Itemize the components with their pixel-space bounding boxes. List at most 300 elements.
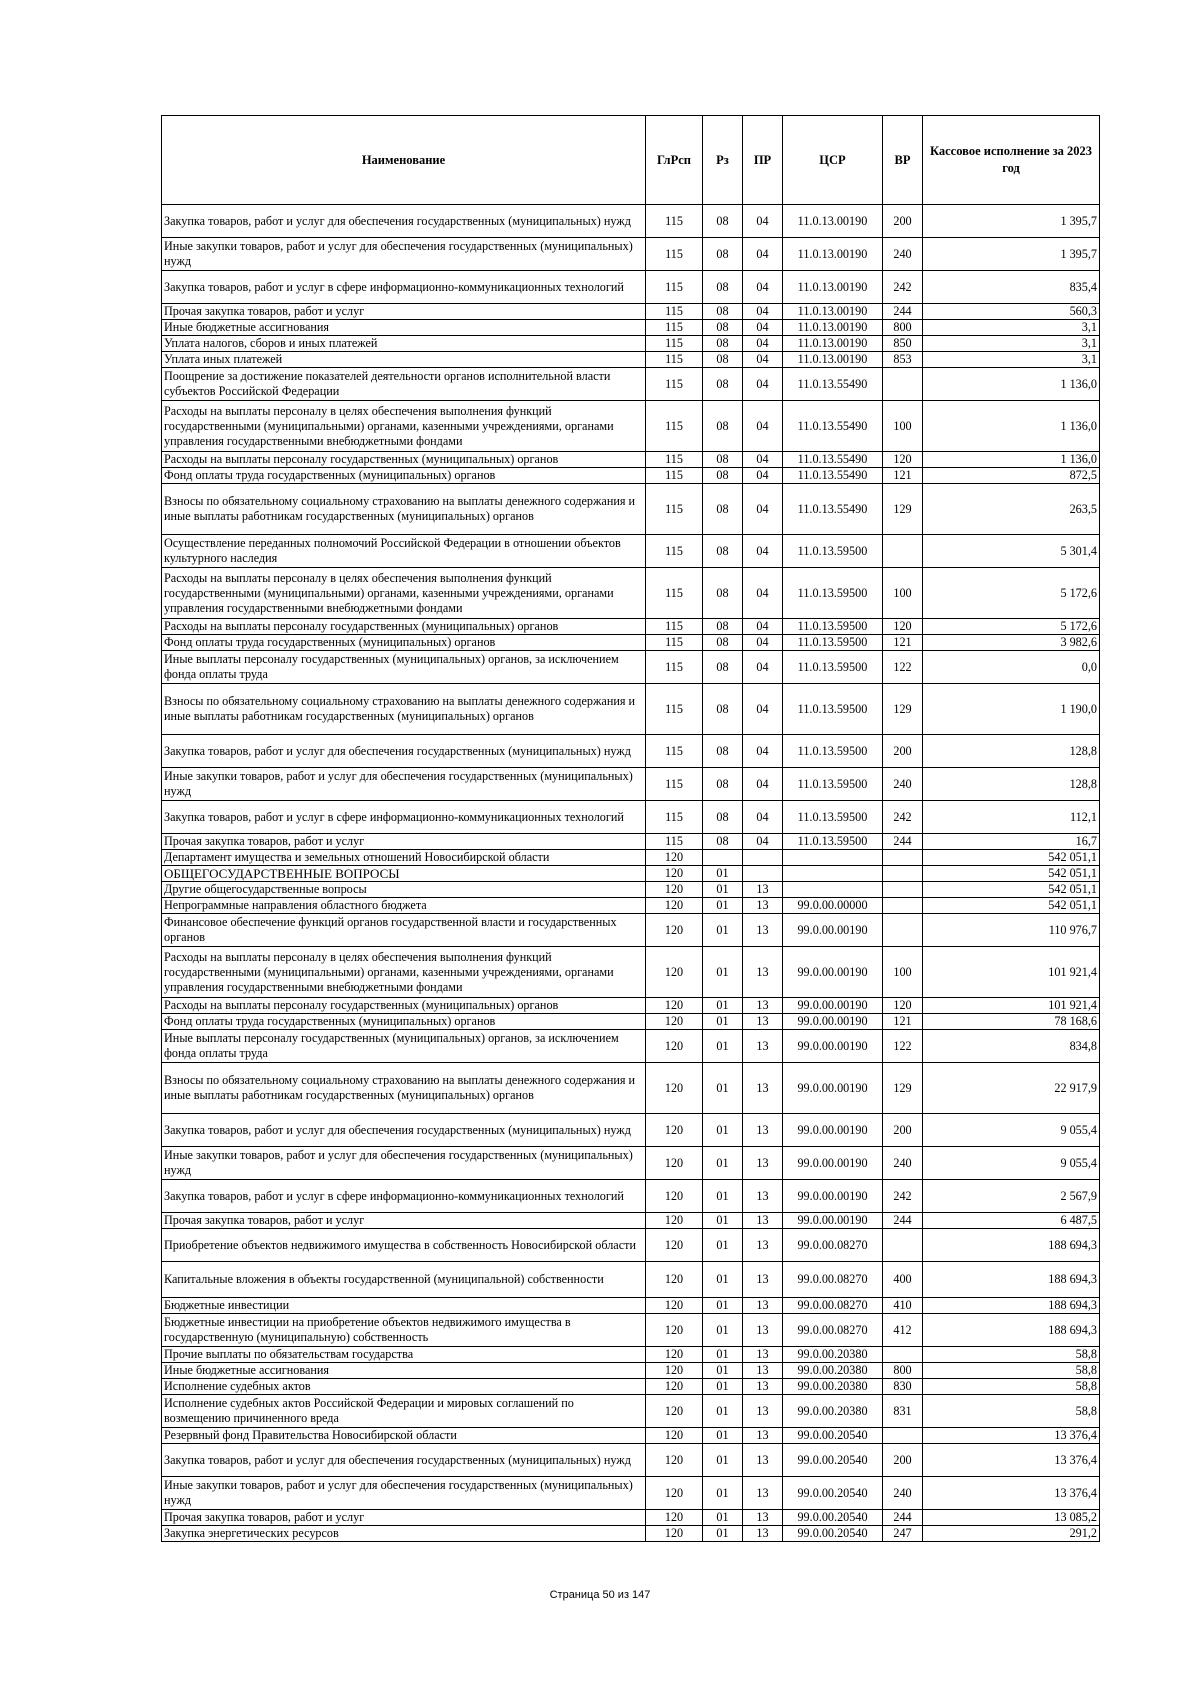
cell-amount: 3,1 bbox=[923, 336, 1100, 352]
cell-amount: 542 051,1 bbox=[923, 866, 1100, 882]
cell-pr: 13 bbox=[743, 1510, 783, 1526]
cell-rz: 01 bbox=[703, 866, 743, 882]
cell-name: Иные выплаты персоналу государственных (муниципальных) органов, за исключением фонда оплаты труда bbox=[162, 651, 646, 684]
cell-name: Бюджетные инвестиции на приобретение объектов недвижимого имущества в государственную (муниципальную) собственность bbox=[162, 1314, 646, 1347]
table-row bbox=[162, 1395, 1100, 1428]
cell-glrsp: 115 bbox=[646, 651, 703, 684]
cell-amount: 3,1 bbox=[923, 320, 1100, 336]
cell-glrsp: 120 bbox=[646, 1262, 703, 1298]
table-row bbox=[162, 1180, 1100, 1213]
cell-glrsp: 115 bbox=[646, 735, 703, 768]
cell-vr: 240 bbox=[883, 1147, 923, 1180]
cell-rz: 01 bbox=[703, 1347, 743, 1363]
cell-pr: 13 bbox=[743, 914, 783, 947]
cell-csr: 11.0.13.59500 bbox=[783, 735, 883, 768]
table-row bbox=[162, 1014, 1100, 1030]
cell-vr: 830 bbox=[883, 1379, 923, 1395]
cell-rz: 08 bbox=[703, 635, 743, 651]
cell-glrsp: 120 bbox=[646, 947, 703, 998]
cell-name: Иные бюджетные ассигнования bbox=[162, 1363, 646, 1379]
cell-vr: 120 bbox=[883, 452, 923, 468]
cell-amount: 9 055,4 bbox=[923, 1147, 1100, 1180]
cell-vr bbox=[883, 1229, 923, 1262]
cell-amount: 1 136,0 bbox=[923, 452, 1100, 468]
cell-amount: 5 172,6 bbox=[923, 619, 1100, 635]
table-row bbox=[162, 1477, 1100, 1510]
header-vr: ВР bbox=[883, 116, 923, 205]
cell-name: Расходы на выплаты персоналу в целях обеспечения выполнения функций государственными (муниципальными) органами, казенными учреждениями, органами управления государственными внебюджетными фондами bbox=[162, 947, 646, 998]
table-row bbox=[162, 1510, 1100, 1526]
header-glrsp: ГлРсп bbox=[646, 116, 703, 205]
cell-rz: 01 bbox=[703, 1014, 743, 1030]
cell-glrsp: 120 bbox=[646, 882, 703, 898]
cell-vr: 129 bbox=[883, 484, 923, 535]
cell-rz: 08 bbox=[703, 535, 743, 568]
cell-pr: 13 bbox=[743, 1347, 783, 1363]
cell-pr bbox=[743, 850, 783, 866]
cell-csr: 99.0.00.00190 bbox=[783, 1063, 883, 1114]
cell-csr: 11.0.13.59500 bbox=[783, 535, 883, 568]
cell-glrsp: 120 bbox=[646, 1147, 703, 1180]
cell-csr: 11.0.13.59500 bbox=[783, 834, 883, 850]
cell-csr: 11.0.13.55490 bbox=[783, 484, 883, 535]
cell-rz: 01 bbox=[703, 1314, 743, 1347]
cell-glrsp: 120 bbox=[646, 850, 703, 866]
cell-csr: 99.0.00.00190 bbox=[783, 914, 883, 947]
cell-name: Взносы по обязательному социальному страхованию на выплаты денежного содержания и иные выплаты работникам государственных (муниципальных) органов bbox=[162, 1063, 646, 1114]
cell-glrsp: 120 bbox=[646, 998, 703, 1014]
cell-csr: 11.0.13.59500 bbox=[783, 768, 883, 801]
cell-rz: 01 bbox=[703, 1526, 743, 1542]
cell-glrsp: 115 bbox=[646, 401, 703, 452]
table-row bbox=[162, 684, 1100, 735]
cell-amount: 6 487,5 bbox=[923, 1213, 1100, 1229]
cell-glrsp: 120 bbox=[646, 1379, 703, 1395]
cell-pr: 13 bbox=[743, 1114, 783, 1147]
cell-glrsp: 120 bbox=[646, 1347, 703, 1363]
cell-glrsp: 120 bbox=[646, 1526, 703, 1542]
cell-name: Иные закупки товаров, работ и услуг для обеспечения государственных (муниципальных) нужд bbox=[162, 1477, 646, 1510]
cell-glrsp: 115 bbox=[646, 484, 703, 535]
cell-vr: 129 bbox=[883, 684, 923, 735]
cell-rz: 08 bbox=[703, 568, 743, 619]
cell-name: Фонд оплаты труда государственных (муниципальных) органов bbox=[162, 635, 646, 651]
cell-name: Прочая закупка товаров, работ и услуг bbox=[162, 834, 646, 850]
cell-rz: 08 bbox=[703, 452, 743, 468]
cell-amount: 13 376,4 bbox=[923, 1477, 1100, 1510]
cell-rz: 01 bbox=[703, 1477, 743, 1510]
cell-name: Иные закупки товаров, работ и услуг для обеспечения государственных (муниципальных) нужд bbox=[162, 1147, 646, 1180]
cell-glrsp: 120 bbox=[646, 1114, 703, 1147]
cell-amount: 188 694,3 bbox=[923, 1229, 1100, 1262]
cell-vr: 129 bbox=[883, 1063, 923, 1114]
table-row bbox=[162, 801, 1100, 834]
cell-amount: 1 190,0 bbox=[923, 684, 1100, 735]
cell-glrsp: 115 bbox=[646, 352, 703, 368]
cell-rz: 08 bbox=[703, 336, 743, 352]
cell-name: Резервный фонд Правительства Новосибирской области bbox=[162, 1428, 646, 1444]
cell-csr: 11.0.13.00190 bbox=[783, 320, 883, 336]
cell-pr: 13 bbox=[743, 882, 783, 898]
cell-pr: 13 bbox=[743, 1147, 783, 1180]
header-csr: ЦСР bbox=[783, 116, 883, 205]
cell-csr: 99.0.00.00190 bbox=[783, 1030, 883, 1063]
header-pr: ПР bbox=[743, 116, 783, 205]
cell-name: Исполнение судебных актов Российской Федерации и мировых соглашений по возмещению причиненного вреда bbox=[162, 1395, 646, 1428]
cell-amount: 13 376,4 bbox=[923, 1444, 1100, 1477]
cell-vr: 244 bbox=[883, 1510, 923, 1526]
cell-amount: 3 982,6 bbox=[923, 635, 1100, 651]
cell-pr: 04 bbox=[743, 304, 783, 320]
cell-amount: 5 172,6 bbox=[923, 568, 1100, 619]
cell-glrsp: 115 bbox=[646, 568, 703, 619]
cell-pr: 04 bbox=[743, 535, 783, 568]
cell-name: Закупка товаров, работ и услуг для обеспечения государственных (муниципальных) нужд bbox=[162, 1114, 646, 1147]
header-name: Наименование bbox=[162, 116, 646, 205]
cell-pr: 04 bbox=[743, 735, 783, 768]
cell-rz: 01 bbox=[703, 1213, 743, 1229]
table-row bbox=[162, 368, 1100, 401]
table-row bbox=[162, 768, 1100, 801]
cell-name: Расходы на выплаты персоналу государственных (муниципальных) органов bbox=[162, 619, 646, 635]
cell-rz: 08 bbox=[703, 271, 743, 304]
cell-pr: 04 bbox=[743, 568, 783, 619]
table-row bbox=[162, 1314, 1100, 1347]
cell-glrsp: 120 bbox=[646, 1314, 703, 1347]
cell-pr: 04 bbox=[743, 205, 783, 238]
cell-pr: 04 bbox=[743, 368, 783, 401]
table-row bbox=[162, 1229, 1100, 1262]
cell-pr: 13 bbox=[743, 1180, 783, 1213]
header-rz: Рз bbox=[703, 116, 743, 205]
cell-glrsp: 115 bbox=[646, 619, 703, 635]
cell-amount: 188 694,3 bbox=[923, 1262, 1100, 1298]
cell-name: Взносы по обязательному социальному страхованию на выплаты денежного содержания и иные выплаты работникам государственных (муниципальных) органов bbox=[162, 484, 646, 535]
cell-amount: 22 917,9 bbox=[923, 1063, 1100, 1114]
cell-vr: 200 bbox=[883, 735, 923, 768]
cell-glrsp: 115 bbox=[646, 320, 703, 336]
table-row bbox=[162, 850, 1100, 866]
cell-csr: 11.0.13.59500 bbox=[783, 651, 883, 684]
table-row bbox=[162, 452, 1100, 468]
cell-pr: 13 bbox=[743, 1314, 783, 1347]
cell-amount: 0,0 bbox=[923, 651, 1100, 684]
cell-pr: 04 bbox=[743, 684, 783, 735]
cell-amount: 542 051,1 bbox=[923, 882, 1100, 898]
cell-pr: 13 bbox=[743, 1526, 783, 1542]
cell-amount: 1 395,7 bbox=[923, 205, 1100, 238]
cell-rz: 08 bbox=[703, 484, 743, 535]
cell-rz: 01 bbox=[703, 1229, 743, 1262]
table-row bbox=[162, 1526, 1100, 1542]
cell-rz: 01 bbox=[703, 914, 743, 947]
table-row bbox=[162, 205, 1100, 238]
cell-name: Другие общегосударственные вопросы bbox=[162, 882, 646, 898]
cell-amount: 58,8 bbox=[923, 1347, 1100, 1363]
cell-glrsp: 115 bbox=[646, 834, 703, 850]
cell-csr: 99.0.00.08270 bbox=[783, 1314, 883, 1347]
cell-csr: 11.0.13.59500 bbox=[783, 684, 883, 735]
cell-pr: 13 bbox=[743, 1014, 783, 1030]
cell-vr: 120 bbox=[883, 998, 923, 1014]
cell-pr: 04 bbox=[743, 801, 783, 834]
cell-pr: 13 bbox=[743, 1477, 783, 1510]
cell-vr bbox=[883, 368, 923, 401]
cell-csr: 11.0.13.00190 bbox=[783, 271, 883, 304]
cell-name: Закупка товаров, работ и услуг в сфере информационно-коммуникационных технологий bbox=[162, 801, 646, 834]
cell-name: Исполнение судебных актов bbox=[162, 1379, 646, 1395]
table-row bbox=[162, 535, 1100, 568]
cell-vr: 121 bbox=[883, 635, 923, 651]
cell-pr: 04 bbox=[743, 320, 783, 336]
cell-glrsp: 120 bbox=[646, 1063, 703, 1114]
cell-pr: 04 bbox=[743, 468, 783, 484]
table-row bbox=[162, 998, 1100, 1014]
table-row bbox=[162, 1114, 1100, 1147]
cell-name: Прочая закупка товаров, работ и услуг bbox=[162, 304, 646, 320]
cell-name: Закупка товаров, работ и услуг в сфере информационно-коммуникационных технологий bbox=[162, 1180, 646, 1213]
cell-pr: 04 bbox=[743, 768, 783, 801]
cell-vr: 200 bbox=[883, 1444, 923, 1477]
cell-csr: 99.0.00.00190 bbox=[783, 1014, 883, 1030]
table-row bbox=[162, 304, 1100, 320]
cell-amount: 1 136,0 bbox=[923, 401, 1100, 452]
cell-amount: 542 051,1 bbox=[923, 898, 1100, 914]
table-row bbox=[162, 1063, 1100, 1114]
cell-csr: 99.0.00.00190 bbox=[783, 998, 883, 1014]
cell-vr: 242 bbox=[883, 271, 923, 304]
cell-vr: 121 bbox=[883, 468, 923, 484]
cell-rz: 01 bbox=[703, 1147, 743, 1180]
table-row bbox=[162, 1030, 1100, 1063]
table-row bbox=[162, 651, 1100, 684]
cell-vr bbox=[883, 898, 923, 914]
cell-vr: 242 bbox=[883, 1180, 923, 1213]
table-row bbox=[162, 1298, 1100, 1314]
cell-csr: 11.0.13.00190 bbox=[783, 304, 883, 320]
cell-pr: 13 bbox=[743, 947, 783, 998]
cell-rz: 08 bbox=[703, 468, 743, 484]
table-row bbox=[162, 1379, 1100, 1395]
cell-rz: 01 bbox=[703, 1030, 743, 1063]
table-row bbox=[162, 1147, 1100, 1180]
cell-vr: 853 bbox=[883, 352, 923, 368]
cell-amount: 13 085,2 bbox=[923, 1510, 1100, 1526]
cell-amount: 112,1 bbox=[923, 801, 1100, 834]
cell-name: Фонд оплаты труда государственных (муниципальных) органов bbox=[162, 468, 646, 484]
table-row bbox=[162, 568, 1100, 619]
cell-vr: 247 bbox=[883, 1526, 923, 1542]
cell-csr bbox=[783, 850, 883, 866]
table-row bbox=[162, 882, 1100, 898]
cell-csr: 11.0.13.55490 bbox=[783, 452, 883, 468]
cell-pr: 13 bbox=[743, 1262, 783, 1298]
cell-csr: 99.0.00.00190 bbox=[783, 1213, 883, 1229]
cell-amount: 872,5 bbox=[923, 468, 1100, 484]
cell-glrsp: 115 bbox=[646, 271, 703, 304]
cell-csr: 99.0.00.20380 bbox=[783, 1347, 883, 1363]
cell-amount: 1 136,0 bbox=[923, 368, 1100, 401]
page-footer: Страница 50 из 147 bbox=[549, 1589, 651, 1601]
cell-rz: 08 bbox=[703, 352, 743, 368]
cell-name: Закупка товаров, работ и услуг для обеспечения государственных (муниципальных) нужд bbox=[162, 735, 646, 768]
cell-rz: 01 bbox=[703, 1063, 743, 1114]
cell-amount: 78 168,6 bbox=[923, 1014, 1100, 1030]
table-row bbox=[162, 635, 1100, 651]
budget-table-container bbox=[161, 115, 1099, 1542]
cell-name: Расходы на выплаты персоналу в целях обеспечения выполнения функций государственными (муниципальными) органами, казенными учреждениями, органами управления государственными внебюджетными фондами bbox=[162, 568, 646, 619]
cell-glrsp: 115 bbox=[646, 768, 703, 801]
cell-glrsp: 120 bbox=[646, 914, 703, 947]
cell-name: Бюджетные инвестиции bbox=[162, 1298, 646, 1314]
cell-rz: 08 bbox=[703, 735, 743, 768]
cell-name: Департамент имущества и земельных отношений Новосибирской области bbox=[162, 850, 646, 866]
cell-rz bbox=[703, 850, 743, 866]
cell-csr: 99.0.00.20540 bbox=[783, 1526, 883, 1542]
cell-vr: 410 bbox=[883, 1298, 923, 1314]
header-amount: Кассовое исполнение за 2023 год bbox=[923, 116, 1100, 205]
budget-execution-table bbox=[161, 115, 1100, 1542]
cell-rz: 01 bbox=[703, 1395, 743, 1428]
cell-csr: 99.0.00.20540 bbox=[783, 1428, 883, 1444]
cell-amount: 834,8 bbox=[923, 1030, 1100, 1063]
cell-glrsp: 120 bbox=[646, 1444, 703, 1477]
cell-vr bbox=[883, 1347, 923, 1363]
cell-name: Иные закупки товаров, работ и услуг для обеспечения государственных (муниципальных) нужд bbox=[162, 768, 646, 801]
cell-glrsp: 120 bbox=[646, 1213, 703, 1229]
cell-pr: 13 bbox=[743, 1444, 783, 1477]
cell-rz: 08 bbox=[703, 401, 743, 452]
cell-vr: 240 bbox=[883, 1477, 923, 1510]
cell-name: Иные выплаты персоналу государственных (муниципальных) органов, за исключением фонда оплаты труда bbox=[162, 1030, 646, 1063]
cell-pr: 04 bbox=[743, 238, 783, 271]
cell-pr: 04 bbox=[743, 619, 783, 635]
cell-csr: 99.0.00.20540 bbox=[783, 1444, 883, 1477]
cell-name: Прочая закупка товаров, работ и услуг bbox=[162, 1510, 646, 1526]
cell-csr: 11.0.13.59500 bbox=[783, 568, 883, 619]
cell-rz: 01 bbox=[703, 998, 743, 1014]
table-row bbox=[162, 1213, 1100, 1229]
cell-rz: 01 bbox=[703, 1180, 743, 1213]
cell-vr bbox=[883, 882, 923, 898]
cell-rz: 08 bbox=[703, 619, 743, 635]
cell-rz: 01 bbox=[703, 947, 743, 998]
cell-vr: 100 bbox=[883, 568, 923, 619]
cell-glrsp: 115 bbox=[646, 336, 703, 352]
cell-csr: 99.0.00.08270 bbox=[783, 1262, 883, 1298]
cell-csr: 11.0.13.55490 bbox=[783, 368, 883, 401]
cell-csr: 99.0.00.08270 bbox=[783, 1298, 883, 1314]
cell-pr: 04 bbox=[743, 834, 783, 850]
cell-csr: 99.0.00.08270 bbox=[783, 1229, 883, 1262]
cell-rz: 08 bbox=[703, 801, 743, 834]
cell-glrsp: 120 bbox=[646, 1395, 703, 1428]
cell-rz: 08 bbox=[703, 205, 743, 238]
cell-name: Прочие выплаты по обязательствам государства bbox=[162, 1347, 646, 1363]
cell-rz: 01 bbox=[703, 1114, 743, 1147]
cell-csr: 11.0.13.59500 bbox=[783, 801, 883, 834]
table-row bbox=[162, 914, 1100, 947]
cell-amount: 188 694,3 bbox=[923, 1298, 1100, 1314]
cell-name: Иные закупки товаров, работ и услуг для обеспечения государственных (муниципальных) нужд bbox=[162, 238, 646, 271]
cell-vr: 850 bbox=[883, 336, 923, 352]
cell-csr: 11.0.13.00190 bbox=[783, 205, 883, 238]
cell-amount: 5 301,4 bbox=[923, 535, 1100, 568]
cell-name: Взносы по обязательному социальному страхованию на выплаты денежного содержания и иные выплаты работникам государственных (муниципальных) органов bbox=[162, 684, 646, 735]
cell-vr: 244 bbox=[883, 304, 923, 320]
cell-vr: 400 bbox=[883, 1262, 923, 1298]
table-row bbox=[162, 352, 1100, 368]
cell-vr: 122 bbox=[883, 651, 923, 684]
cell-csr: 99.0.00.00190 bbox=[783, 1180, 883, 1213]
cell-name: Уплата иных платежей bbox=[162, 352, 646, 368]
cell-amount: 101 921,4 bbox=[923, 947, 1100, 998]
cell-vr: 200 bbox=[883, 205, 923, 238]
cell-vr: 242 bbox=[883, 801, 923, 834]
cell-glrsp: 120 bbox=[646, 1428, 703, 1444]
table-header-row bbox=[162, 116, 1100, 205]
cell-pr: 13 bbox=[743, 1030, 783, 1063]
cell-csr: 11.0.13.59500 bbox=[783, 619, 883, 635]
cell-rz: 08 bbox=[703, 651, 743, 684]
cell-glrsp: 120 bbox=[646, 1477, 703, 1510]
cell-amount: 101 921,4 bbox=[923, 998, 1100, 1014]
cell-vr: 122 bbox=[883, 1030, 923, 1063]
cell-glrsp: 115 bbox=[646, 238, 703, 271]
cell-rz: 08 bbox=[703, 320, 743, 336]
cell-pr: 04 bbox=[743, 452, 783, 468]
cell-rz: 01 bbox=[703, 882, 743, 898]
cell-glrsp: 120 bbox=[646, 1180, 703, 1213]
cell-amount: 128,8 bbox=[923, 735, 1100, 768]
cell-name: Приобретение объектов недвижимого имущества в собственность Новосибирской области bbox=[162, 1229, 646, 1262]
cell-vr: 800 bbox=[883, 1363, 923, 1379]
cell-csr: 11.0.13.55490 bbox=[783, 468, 883, 484]
cell-rz: 01 bbox=[703, 1428, 743, 1444]
cell-vr: 240 bbox=[883, 238, 923, 271]
cell-csr: 99.0.00.20380 bbox=[783, 1363, 883, 1379]
cell-amount: 9 055,4 bbox=[923, 1114, 1100, 1147]
cell-name: ОБЩЕГОСУДАРСТВЕННЫЕ ВОПРОСЫ bbox=[162, 866, 646, 882]
cell-amount: 58,8 bbox=[923, 1395, 1100, 1428]
cell-csr bbox=[783, 866, 883, 882]
table-row bbox=[162, 1363, 1100, 1379]
cell-amount: 188 694,3 bbox=[923, 1314, 1100, 1347]
cell-vr bbox=[883, 850, 923, 866]
cell-amount: 128,8 bbox=[923, 768, 1100, 801]
cell-vr bbox=[883, 914, 923, 947]
cell-pr: 13 bbox=[743, 1395, 783, 1428]
cell-glrsp: 120 bbox=[646, 866, 703, 882]
cell-csr: 11.0.13.55490 bbox=[783, 401, 883, 452]
cell-vr: 120 bbox=[883, 619, 923, 635]
cell-pr: 04 bbox=[743, 651, 783, 684]
cell-vr: 244 bbox=[883, 1213, 923, 1229]
cell-name: Расходы на выплаты персоналу государственных (муниципальных) органов bbox=[162, 998, 646, 1014]
cell-glrsp: 115 bbox=[646, 801, 703, 834]
cell-amount: 3,1 bbox=[923, 352, 1100, 368]
cell-vr: 412 bbox=[883, 1314, 923, 1347]
table-row bbox=[162, 320, 1100, 336]
cell-vr: 800 bbox=[883, 320, 923, 336]
cell-pr: 13 bbox=[743, 1379, 783, 1395]
cell-rz: 08 bbox=[703, 304, 743, 320]
cell-vr bbox=[883, 535, 923, 568]
table-row bbox=[162, 834, 1100, 850]
cell-csr: 11.0.13.00190 bbox=[783, 336, 883, 352]
cell-glrsp: 120 bbox=[646, 1030, 703, 1063]
cell-vr: 240 bbox=[883, 768, 923, 801]
